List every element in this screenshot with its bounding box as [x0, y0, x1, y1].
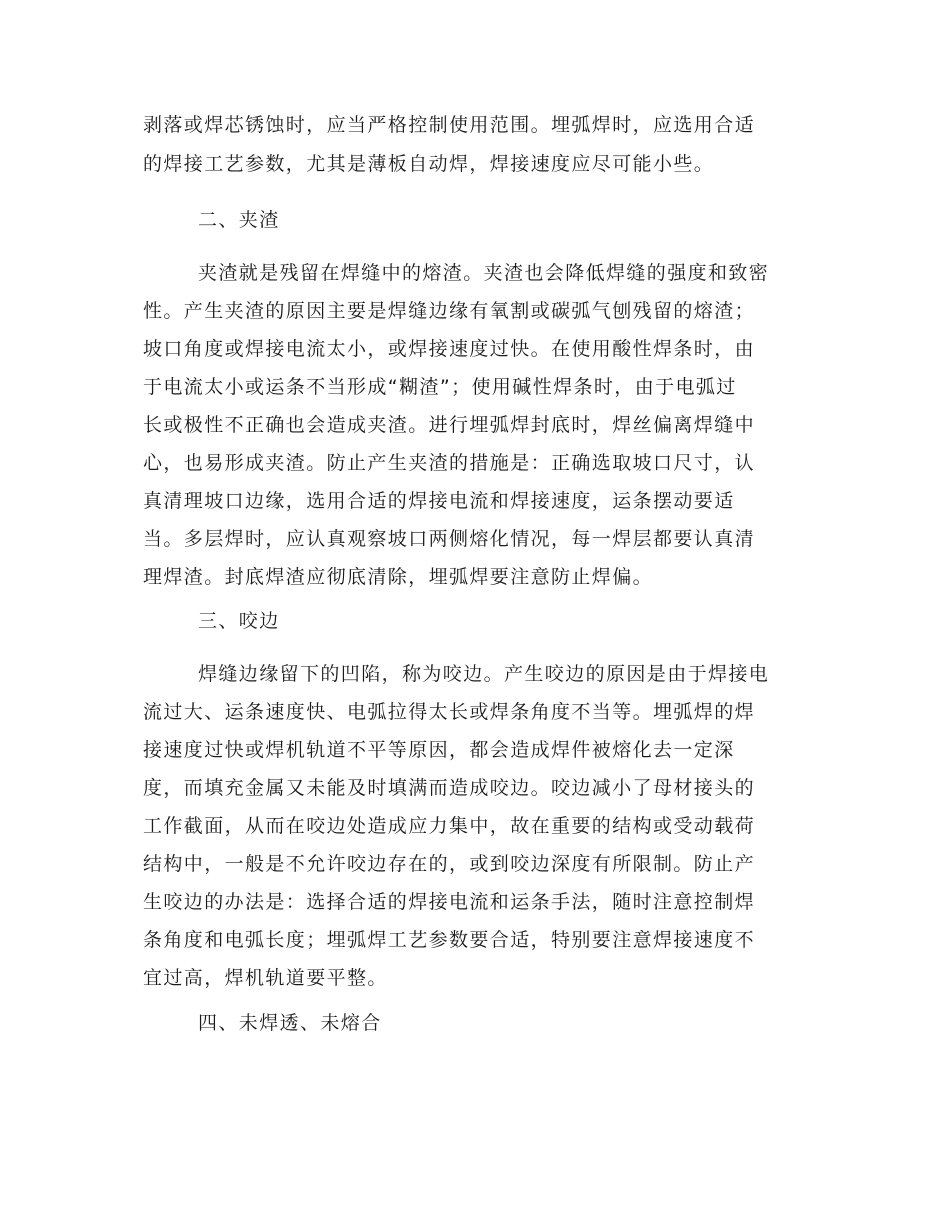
text-line: 度，而填充金属又未能及时填满而造成咬边。咬边减小了母材接头的 — [143, 777, 756, 799]
text-line: 宜过高，焊机轨道要平整。 — [143, 967, 388, 989]
text-line: 生咬边的办法是：选择合适的焊接电流和运条手法，随时注意控制焊 — [143, 891, 756, 913]
text-line: 焊缝边缘留下的凹陷，称为咬边。产生咬边的原因是由于焊接电 — [198, 663, 770, 685]
text-line: 剥落或焊芯锈蚀时，应当严格控制使用范围。埋弧焊时，应选用合适 — [143, 114, 756, 136]
text-line: 坡口角度或焊接电流太小，或焊接速度过快。在使用酸性焊条时，由 — [143, 338, 756, 360]
text-line: 条角度和电弧长度；埋弧焊工艺参数要合适，特别要注意焊接速度不 — [143, 929, 756, 951]
section-heading: 四、未焊透、未熔合 — [198, 1012, 382, 1034]
text-line: 流过大、运条速度快、电弧拉得太长或焊条角度不当等。埋弧焊的焊 — [143, 701, 756, 723]
text-line: 性。产生夹渣的原因主要是焊缝边缘有氧割或碳弧气刨残留的熔渣； — [143, 300, 756, 322]
text-line: 真清理坡口边缘，选用合适的焊接电流和焊接速度，运条摆动要适 — [143, 490, 735, 512]
text-line: 夹渣就是残留在焊缝中的熔渣。夹渣也会降低焊缝的强度和致密 — [198, 262, 770, 284]
text-line: 接速度过快或焊机轨道不平等原因，都会造成焊件被熔化去一定深 — [143, 739, 735, 761]
text-line: 于电流太小或运条不当形成“糊渣”；使用碱性焊条时，由于电弧过 — [143, 376, 737, 398]
text-line: 的焊接工艺参数，尤其是薄板自动焊，焊接速度应尽可能小些。 — [143, 153, 715, 175]
text-line: 当。多层焊时，应认真观察坡口两侧熔化情况，每一焊层都要认真清 — [143, 528, 756, 550]
text-line: 工作截面，从而在咬边处造成应力集中，故在重要的结构或受动载荷 — [143, 815, 756, 837]
text-line: 长或极性不正确也会造成夹渣。进行埋弧焊封底时，焊丝偏离焊缝中 — [143, 414, 756, 436]
text-line: 心，也易形成夹渣。防止产生夹渣的措施是：正确选取坡口尺寸，认 — [143, 452, 756, 474]
text-line: 结构中，一般是不允许咬边存在的，或到咬边深度有所限制。防止产 — [143, 853, 756, 875]
section-heading: 三、咬边 — [198, 610, 280, 632]
text-line: 理焊渣。封底焊渣应彻底清除，埋弧焊要注意防止焊偏。 — [143, 566, 654, 588]
section-heading: 二、夹渣 — [198, 209, 280, 231]
